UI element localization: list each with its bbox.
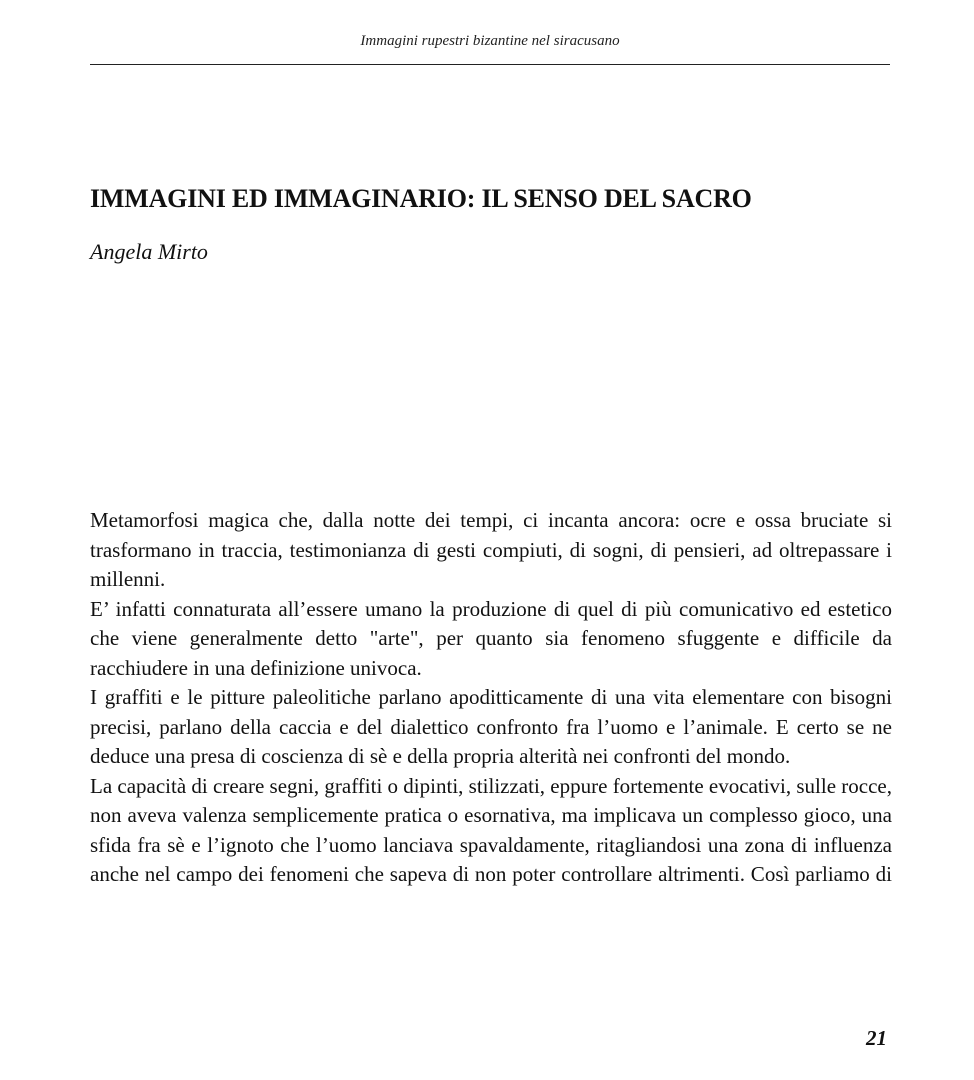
paragraph: La capacità di creare segni, graffiti o dipinti, stilizzati, eppure fortemente evocativi, sulle rocce, non aveva valenza semplicemente pratica o esornativa, ma implicava un complesso gioco, una sfida fra sè e l’ignoto che l’uomo lanciava spavaldamente, ritagliandosi una zona di influenza anche nel campo dei fenomeni che sapeva di non poter controllare altrimenti. Così parliamo di [90,773,892,886]
paragraph: E’ infatti connaturata all’essere umano la produzione di quel di più comunicativo ed estetico che viene generalmente detto "arte", per quanto sia fenomeno sfuggente e difficile da racchiudere in una definizione univoca. [90,596,892,680]
running-header: Immagini rupestri bizantine nel siracusano [360,33,620,49]
page-number: 21 [866,1026,887,1050]
paragraph: I graffiti e le pitture paleolitiche parlano apoditticamente di una vita elementare con bisogni precisi, parlano della caccia e del dialettico confronto fra l’uomo e l’animale. E certo se ne deduce una presa di coscienza di sè e della propria alterità nei confronti del mondo. [90,685,892,768]
header-rule [90,64,890,65]
body-text [90,506,892,890]
paragraph: Metamorfosi magica che, dalla notte dei tempi, ci incanta ancora: ocre e ossa bruciate si trasformano in traccia, testimonianza di gesti compiuti, di sogni, di pensieri, ad oltrepassare i millenni. [90,508,892,591]
author-name: Angela Mirto [90,239,208,264]
article-title: IMMAGINI ED IMMAGINARIO: IL SENSO DEL SACRO [90,184,752,213]
